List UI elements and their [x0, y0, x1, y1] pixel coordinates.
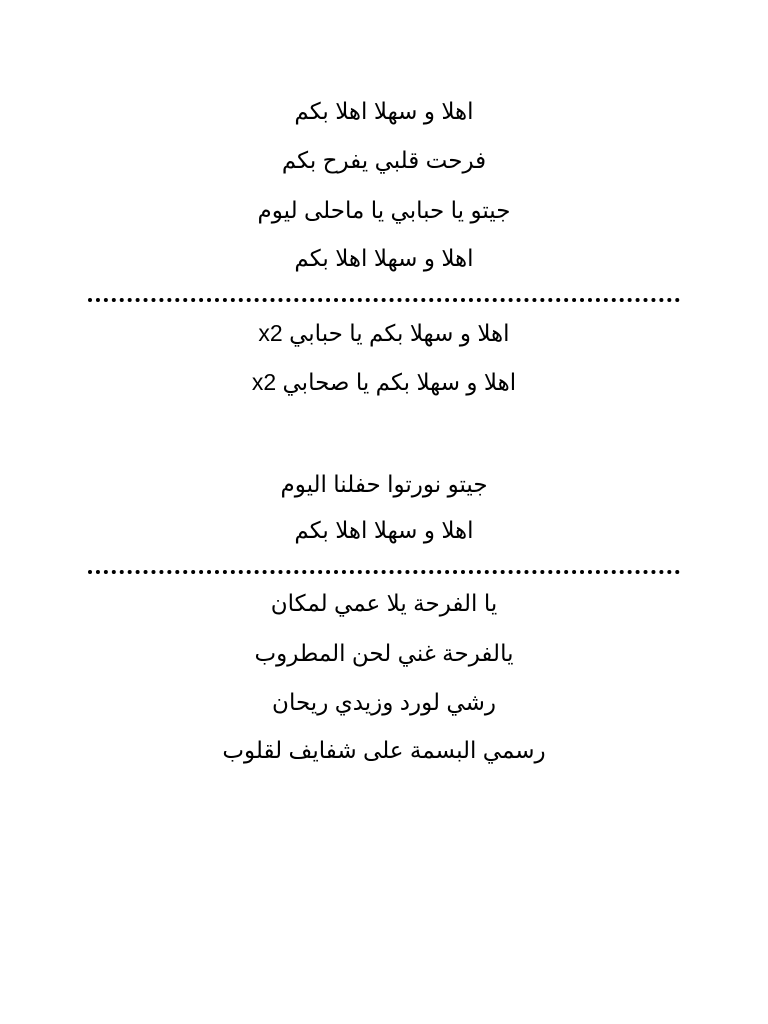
verse3-line-3: رشي لورد وزيدي ريحان — [272, 689, 496, 715]
verse1-line-4: اهلا و سهلا اهلا بكم — [294, 245, 474, 271]
verse1-line-2: فرحت قلبي يفرح بكم — [281, 147, 487, 173]
dotted-divider-1 — [88, 298, 680, 302]
chorus-line-2: x2 اهلا و سهلا بكم يا صحابي — [251, 369, 517, 395]
verse2-line-2: اهلا و سهلا اهلا بكم — [294, 517, 474, 543]
dotted-divider-2 — [88, 570, 680, 574]
verse3-line-2: يالفرحة غني لحن المطروب — [254, 640, 514, 666]
chorus-line-1: x2 اهلا و سهلا بكم يا حبابي — [258, 320, 510, 346]
verse3-line-1: يا الفرحة يلا عمي لمكان — [270, 590, 498, 616]
verse1-line-1: اهلا و سهلا اهلا بكم — [294, 98, 474, 124]
verse2-line-1: جيتو نورتوا حفلنا اليوم — [280, 471, 488, 497]
verse3-line-4: رسمي البسمة على شفايف لقلوب — [222, 737, 546, 763]
verse1-line-3: جيتو يا حبابي يا ماحلى ليوم — [257, 197, 511, 223]
